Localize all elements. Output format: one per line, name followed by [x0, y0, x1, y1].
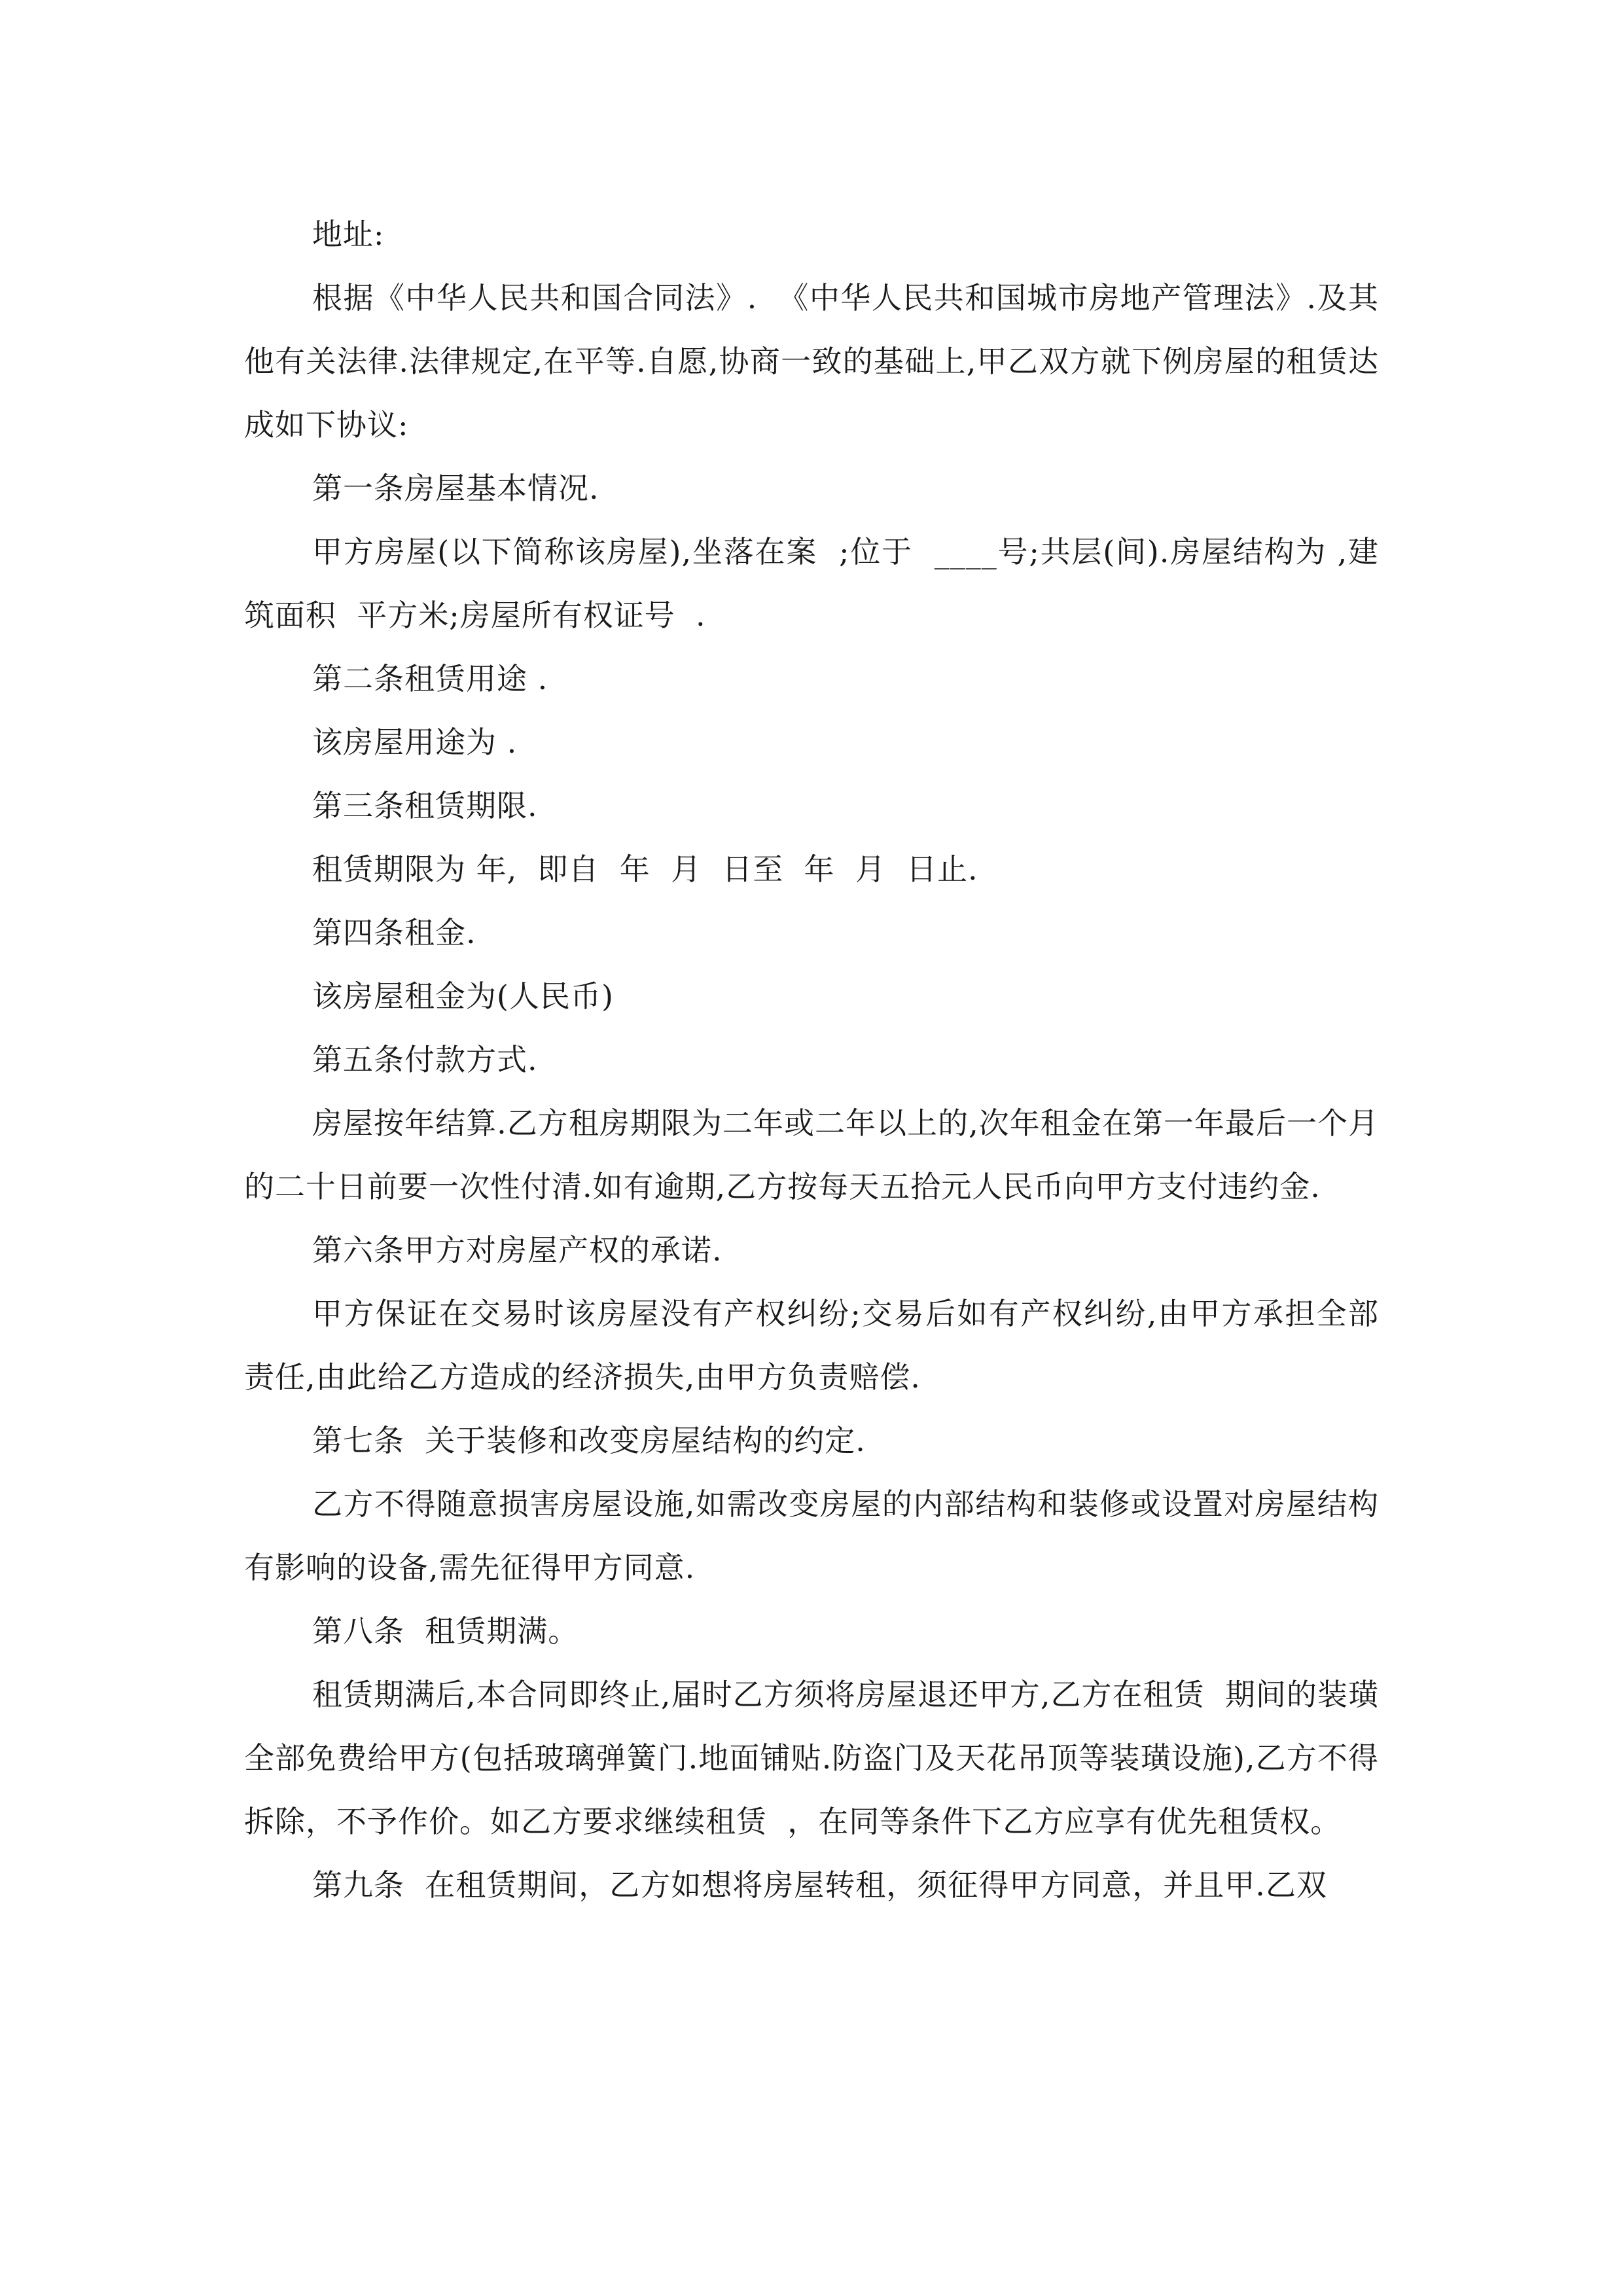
address-line: 地址: — [312, 217, 385, 252]
article-2-body: 该房屋用途为 . — [312, 725, 518, 760]
article-7-heading: 第七条 关于装修和改变房屋结构的约定. — [312, 1423, 866, 1458]
article-6-heading: 第六条甲方对房屋产权的承诺. — [312, 1232, 722, 1268]
article-3-heading: 第三条租赁期限. — [312, 788, 538, 823]
article-2-heading: 第二条租赁用途 . — [312, 661, 548, 696]
article-8-heading: 第八条 租赁期满。 — [312, 1613, 579, 1649]
article-5-heading: 第五条付款方式. — [312, 1042, 538, 1077]
article-6-body: 甲方保证在交易时该房屋没有产权纠纷;交易后如有产权纠纷,由甲方承担全部责任,由此给乙方造成的经济损失,由甲方负责赔偿. — [244, 1296, 1379, 1395]
article-5-body: 房屋按年结算.乙方租房期限为二年或二年以上的,次年租金在第一年最后一个月的二十日前要一次性付清.如有逾期,乙方按每天五拾元人民币向甲方支付违约金. — [244, 1105, 1379, 1204]
article-8-body: 租赁期满后,本合同即终止,届时乙方须将房屋退还甲方,乙方在租赁 期间的装璜全部免费给甲方(包括玻璃弹簧门.地面铺贴.防盗门及天花吊顶等装璜设施),乙方不得拆除，不予作价。如乙方要求继续租赁 ，在同等条件下乙方应享有优先租赁权。 — [244, 1677, 1379, 1839]
article-4-heading: 第四条租金. — [312, 915, 476, 950]
article-3-body: 租赁期限为 年, 即自 年 月 日至 年 月 日止. — [312, 852, 978, 887]
article-7-body: 乙方不得随意损害房屋设施,如需改变房屋的内部结构和装修或设置对房屋结构有影响的设备,需先征得甲方同意. — [244, 1486, 1379, 1585]
article-9-body: 第九条 在租赁期间，乙方如想将房屋转租，须征得甲方同意，并且甲.乙双 — [312, 1867, 1327, 1903]
contract-body — [244, 203, 1379, 1917]
article-1-heading: 第一条房屋基本情况. — [312, 471, 599, 506]
article-4-body: 该房屋租金为(人民币) — [312, 978, 614, 1014]
article-1-body: 甲方房屋(以下简称该房屋),坐落在案 ;位于 ____号;共层(间).房屋结构为 ,建筑面积 平方米;房屋所有权证号 . — [244, 534, 1379, 633]
preamble-paragraph: 根据《中华人民共和国合同法》. 《中华人民共和国城市房地产管理法》.及其他有关法律.法律规定,在平等.自愿,协商一致的基础上,甲乙双方就下例房屋的租赁达成如下协议: — [244, 280, 1379, 442]
